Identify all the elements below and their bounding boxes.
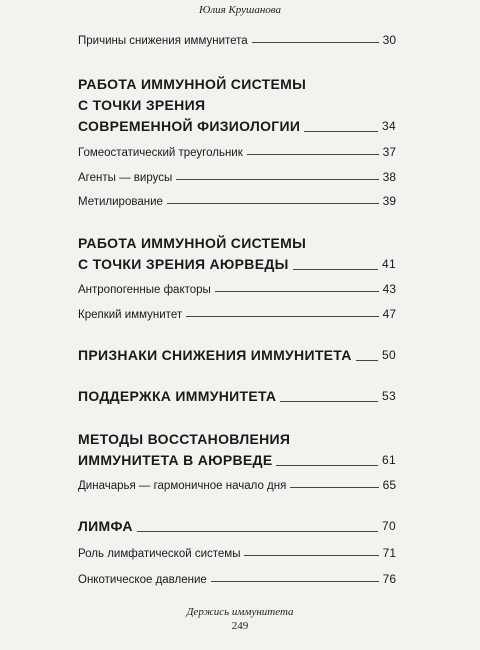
toc-entry [78, 282, 396, 296]
toc-entry-title: Антропогенные факторы [78, 284, 211, 296]
dot-leader [252, 42, 379, 43]
toc-entry-page: 39 [382, 194, 396, 208]
toc-entry-page: 38 [382, 170, 396, 184]
dot-leader [244, 555, 378, 556]
toc-heading-line: ПОДДЕРЖКА ИММУНИТЕТА [78, 388, 277, 404]
toc-entry-page: 37 [382, 145, 396, 159]
toc-section-heading [78, 345, 396, 366]
toc-entry [78, 572, 396, 586]
toc-heading-line: СОВРЕМЕННОЙ ФИЗИОЛОГИИ [78, 118, 301, 134]
toc-entry-title: Метилирование [78, 196, 163, 208]
toc-entry-title: Агенты — вирусы [78, 172, 173, 184]
toc-entry-page: 43 [382, 282, 396, 296]
dot-leader [247, 154, 379, 155]
toc-heading-line: ПРИЗНАКИ СНИЖЕНИЯ ИММУНИТЕТА [78, 347, 352, 363]
toc-entry-page: 34 [382, 119, 396, 133]
dot-leader [280, 401, 378, 402]
toc-section-heading [78, 516, 396, 537]
dot-leader [293, 269, 378, 270]
toc-entry-page: 76 [382, 572, 396, 586]
dot-leader [304, 131, 378, 132]
toc-heading-line: ИММУНИТЕТА В АЮРВЕДЕ [78, 452, 273, 468]
dot-leader [290, 487, 378, 488]
running-head: Юлия Крушанова [198, 4, 282, 16]
toc-heading-line: РАБОТА ИММУННОЙ СИСТЕМЫ [78, 76, 307, 92]
toc-entry-page: 61 [382, 453, 396, 467]
toc-entry-page: 47 [382, 307, 396, 321]
toc-entry-page: 65 [382, 478, 396, 492]
toc-entry-page: 53 [382, 389, 396, 403]
book-title-footer: Держись иммунитета [186, 606, 294, 618]
toc-entry-title: Причины снижения иммунитета [78, 35, 248, 47]
toc-entry-title: Роль лимфатической системы [78, 548, 241, 560]
toc-section-heading [78, 386, 396, 407]
toc-entry [78, 145, 396, 159]
toc-heading-line: С ТОЧКИ ЗРЕНИЯ АЮРВЕДЫ [78, 256, 289, 272]
toc-entry-page: 41 [382, 257, 396, 271]
toc-entry-title: Онкотическое давление [78, 574, 207, 586]
dot-leader [176, 179, 378, 180]
toc-heading-line: С ТОЧКИ ЗРЕНИЯ [78, 97, 206, 113]
toc-section-heading [78, 233, 396, 275]
table-of-contents [78, 0, 396, 600]
dot-leader [215, 291, 379, 292]
dot-leader [356, 360, 378, 361]
toc-entry-title: Крепкий иммунитет [78, 309, 183, 321]
toc-entry-page: 71 [382, 546, 396, 560]
toc-entry-title: Диначарья — гармоничное начало дня [78, 480, 287, 492]
toc-entry-page: 50 [382, 348, 396, 362]
toc-entry [78, 546, 396, 560]
toc-heading-line: ЛИМФА [78, 518, 133, 534]
toc-entry [78, 478, 396, 492]
toc-heading-line: МЕТОДЫ ВОССТАНОВЛЕНИЯ [78, 431, 291, 447]
toc-section-heading [78, 429, 396, 471]
dot-leader [211, 581, 379, 582]
toc-heading-line: РАБОТА ИММУННОЙ СИСТЕМЫ [78, 235, 307, 251]
toc-entry-title: Гомеостатический треугольник [78, 147, 243, 159]
dot-leader [167, 203, 379, 204]
toc-section-heading [78, 74, 396, 137]
dot-leader [137, 531, 378, 532]
dot-leader [276, 465, 378, 466]
toc-entry-page: 70 [382, 519, 396, 533]
dot-leader [186, 316, 379, 317]
toc-entry [78, 307, 396, 321]
toc-entry-page: 30 [382, 33, 396, 47]
page-number: 249 [231, 620, 249, 632]
toc-entry [78, 194, 396, 208]
toc-entry [78, 170, 396, 184]
toc-entry [78, 33, 396, 47]
